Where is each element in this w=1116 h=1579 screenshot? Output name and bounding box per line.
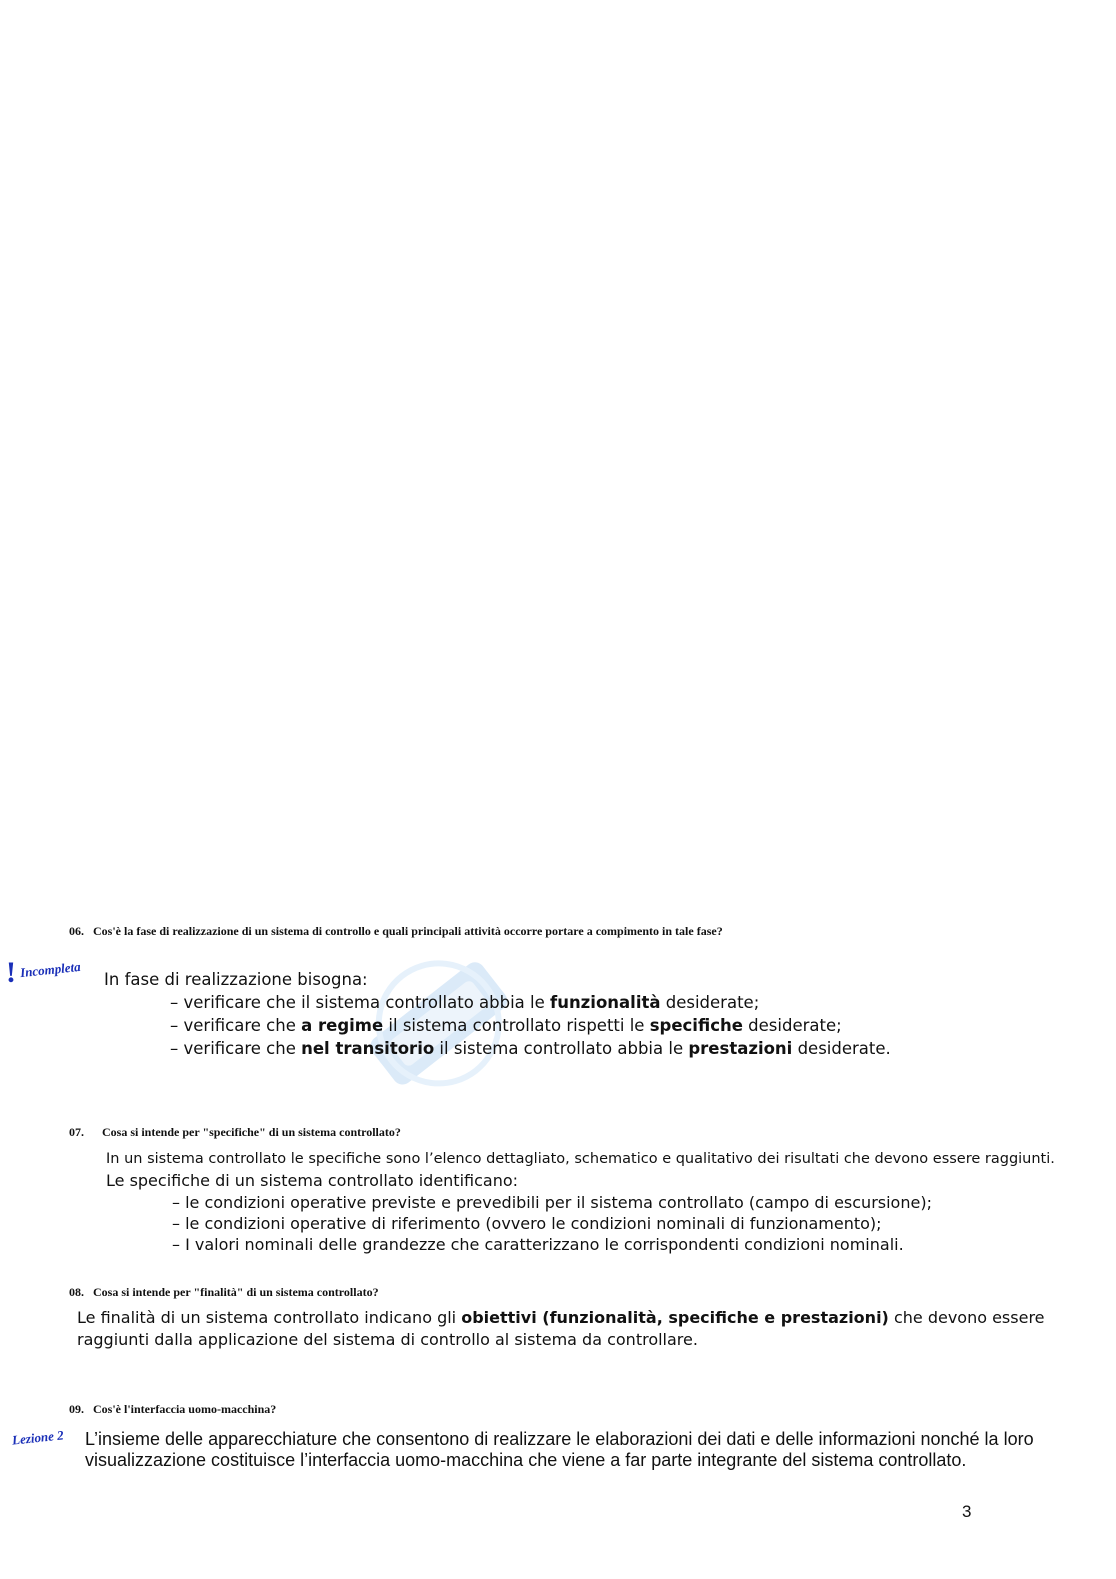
question-09 [69, 1402, 276, 1417]
answer-06 [104, 968, 891, 1060]
question-number: 06. [69, 924, 84, 938]
answer-08 [77, 1307, 1045, 1351]
exclamation-icon: ! [6, 956, 16, 989]
question-text: Cos'è la fase di realizzazione di un sistema di controllo e quali principali attività occorre portare a compimento in tale fase? [93, 924, 723, 938]
question-number: 09. [69, 1402, 84, 1416]
list-item: – le condizioni operative di riferimento (ovvero le condizioni nominali di funzionamento); [172, 1214, 882, 1233]
answer-line: In un sistema controllato le specifiche sono l’elenco dettagliato, schematico e qualitativo dei risultati che devono essere raggiunti. [106, 1151, 1055, 1167]
question-text: Cosa si intende per "specifiche" di un sistema controllato? [102, 1125, 401, 1139]
answer-list [104, 991, 891, 1060]
answer-intro: In fase di realizzazione bisogna: [104, 970, 368, 989]
list-item: – verificare che nel transitorio il sistema controllato abbia le prestazioni desiderate. [170, 1039, 891, 1058]
list-item: – verificare che il sistema controllato abbia le funzionalità desiderate; [170, 993, 760, 1012]
page-number: 3 [962, 1502, 972, 1521]
question-number: 07. [69, 1125, 84, 1139]
question-text: Cos'è l'interfaccia uomo-macchina? [93, 1402, 277, 1416]
question-number: 08. [69, 1285, 84, 1299]
question-text: Cosa si intende per "finalità" di un sistema controllato? [93, 1285, 379, 1299]
answer-07 [106, 1149, 1055, 1255]
answer-09: L’insieme delle apparecchiature che consentono di realizzare le elaborazioni dei dati e delle informazioni nonché la loro visualizzazione costituisce l’interfaccia uomo-macchina che viene a far parte integrante del sistema controllato. [85, 1429, 1034, 1470]
margin-note-lezione: Lezione 2 [11, 1427, 65, 1448]
margin-note-incompleta: Incompleta [19, 958, 82, 981]
incomplete-note [6, 958, 81, 988]
answer-line: raggiunti dalla applicazione del sistema di controllo al sistema da controllare. [77, 1330, 698, 1349]
question-08 [69, 1285, 379, 1300]
answer-line: Le specifiche di un sistema controllato identificano: [106, 1171, 519, 1190]
question-06 [69, 924, 723, 939]
list-item: – le condizioni operative previste e prevedibili per il sistema controllato (campo di escursione); [172, 1193, 932, 1212]
list-item: – I valori nominali delle grandezze che caratterizzano le corrispondenti condizioni nominali. [172, 1235, 904, 1254]
answer-list [106, 1192, 1055, 1255]
answer-line: Le finalità di un sistema controllato indicano gli obiettivi (funzionalità, specifiche e prestazioni) che devono essere [77, 1308, 1045, 1327]
list-item: – verificare che a regime il sistema controllato rispetti le specifiche desiderate; [170, 1016, 842, 1035]
question-07 [69, 1125, 401, 1140]
